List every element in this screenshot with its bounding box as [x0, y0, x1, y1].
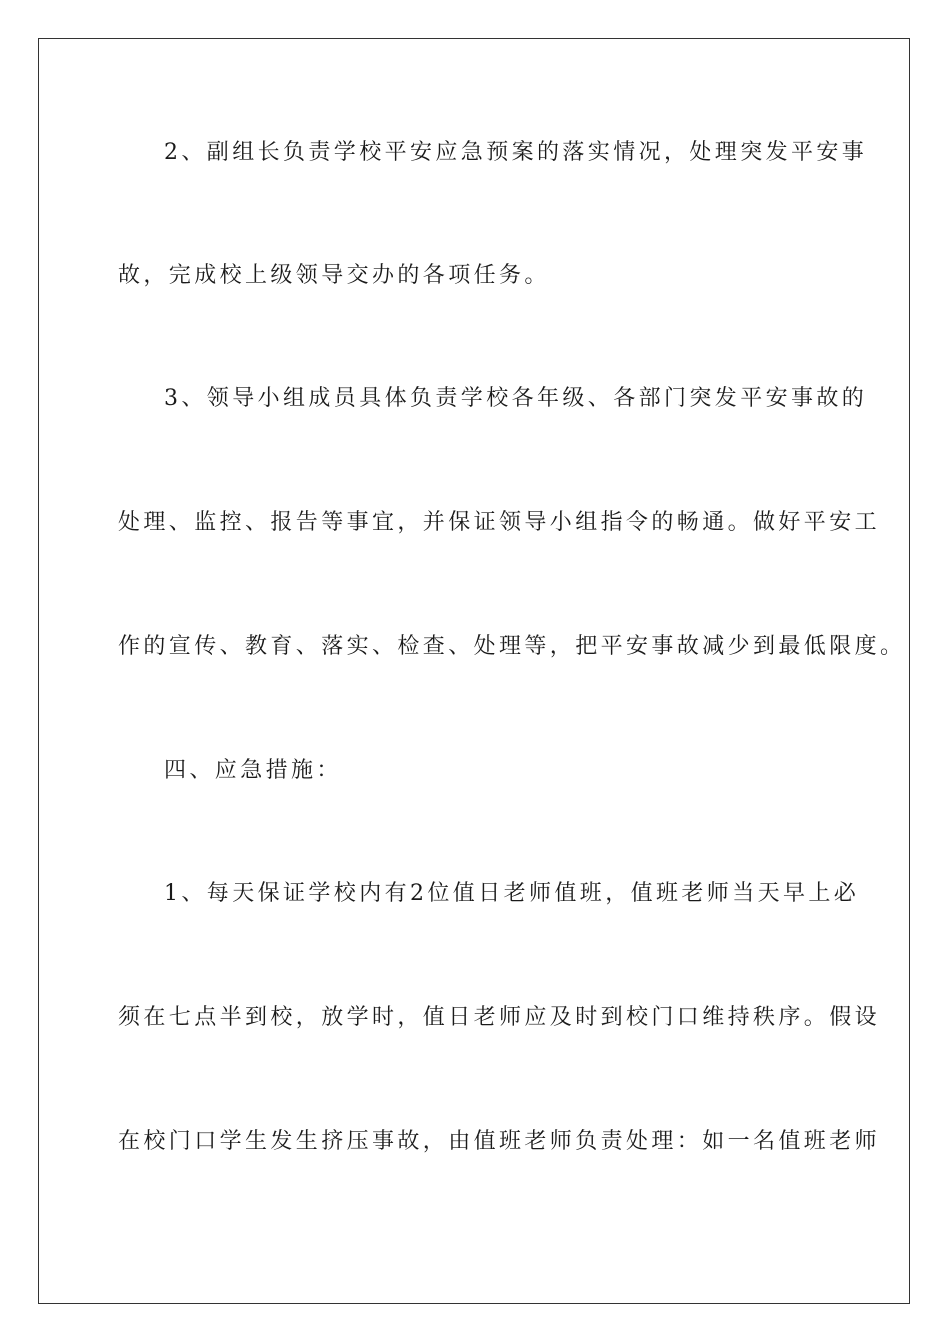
paragraph-line: 作的宣传、教育、落实、检查、处理等，把平安事故减少到最低限度。: [118, 634, 906, 659]
page-border: [38, 38, 910, 1304]
paragraph-line: 3、领导小组成员具体负责学校各年级、各部门突发平安事故的: [164, 386, 868, 411]
paragraph-line: 在校门口学生发生挤压事故，由值班老师负责处理：如一名值班老师: [118, 1129, 881, 1154]
paragraph-line: 处理、监控、报告等事宜，并保证领导小组指令的畅通。做好平安工: [118, 510, 881, 535]
paragraph-line: 2、副组长负责学校平安应急预案的落实情况，处理突发平安事: [164, 140, 868, 165]
paragraph-line: 1、每天保证学校内有2位值日老师值班，值班老师当天早上必: [164, 881, 860, 906]
paragraph-line: 须在七点半到校，放学时，值日老师应及时到校门口维持秩序。假设: [118, 1005, 881, 1030]
section-heading: 四、应急措施：: [164, 758, 342, 783]
paragraph-line: 故，完成校上级领导交办的各项任务。: [118, 263, 550, 288]
